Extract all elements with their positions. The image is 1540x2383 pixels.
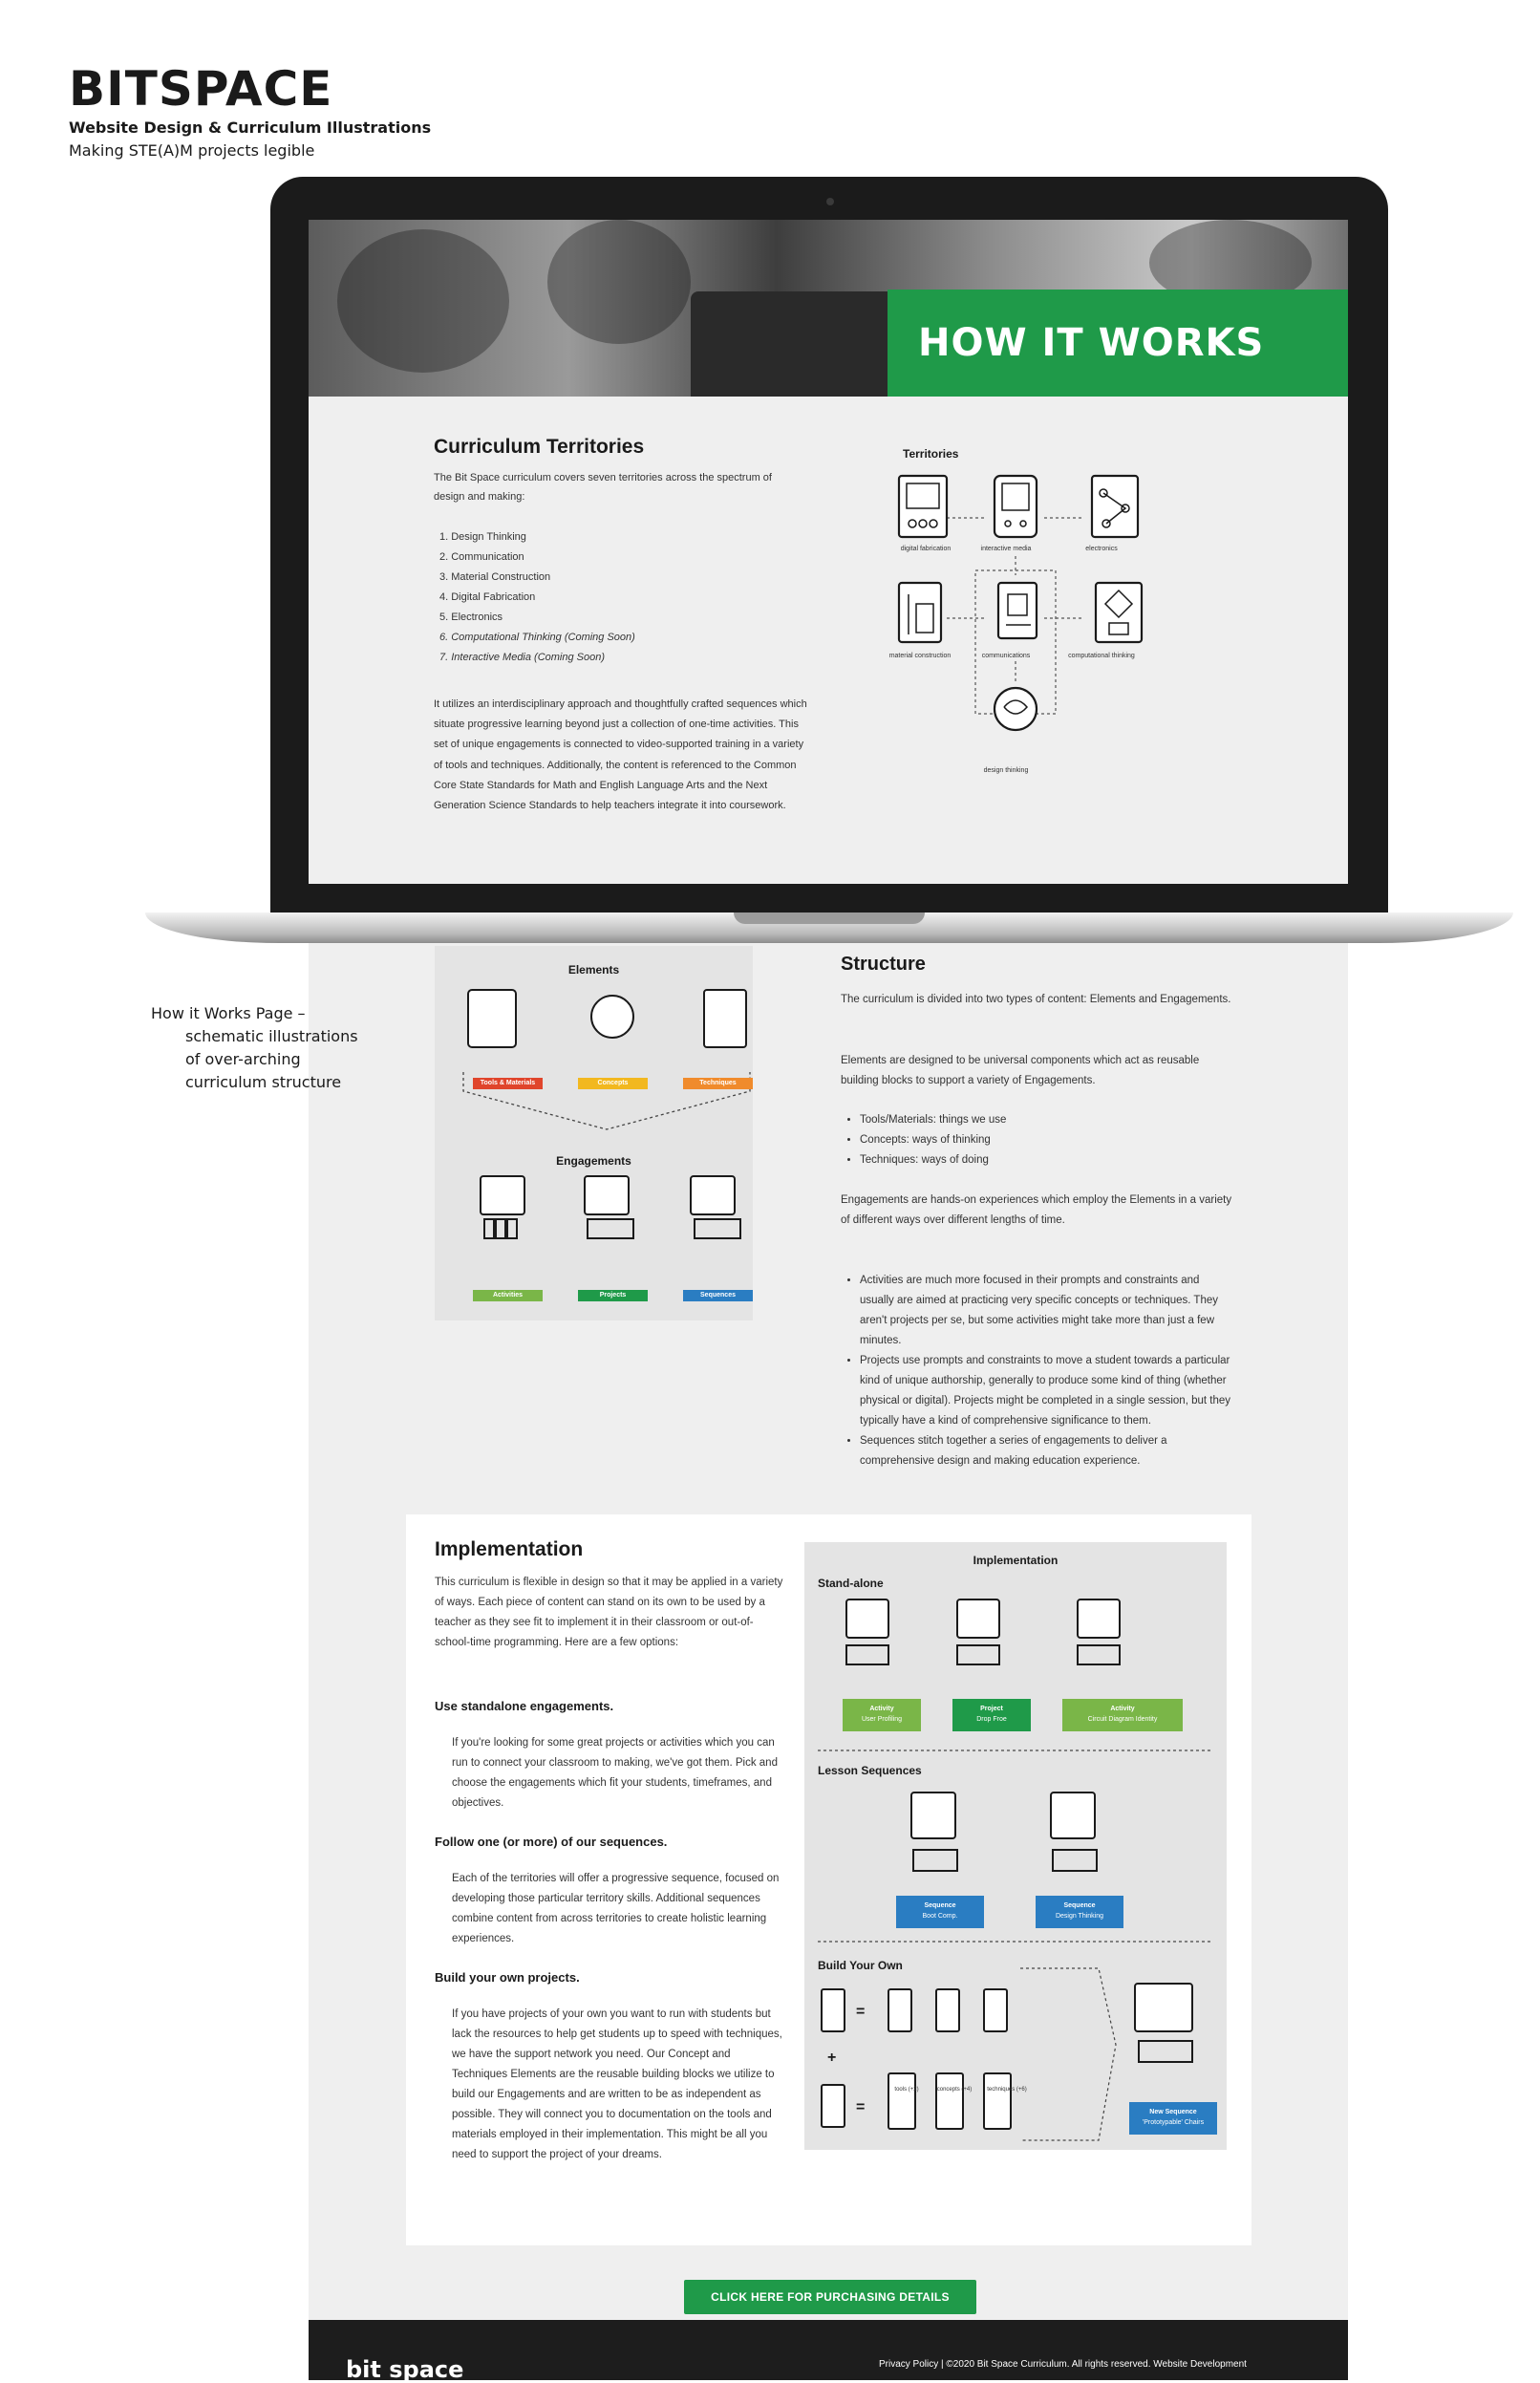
pill-activity-circuit-diagram [1062,1699,1183,1731]
implementation-diagram [804,1542,1227,2150]
territories-diagram-title: Territories [903,447,959,461]
pill-projects: Projects [578,1290,648,1301]
laptop-notch [734,912,925,924]
implementation-diagram-title: Implementation [973,1554,1059,1567]
territory-label: digital fabrication [900,546,952,552]
territory-label: design thinking [983,767,1029,774]
option-3-title: Build your own projects. [435,1970,580,1985]
territory-label: communications [981,653,1031,659]
footer-logo[interactable]: bit space [346,2356,464,2383]
list-item: • Activities are much more focused in their prompts and constraints and usually are aimed at practicing very specific concepts or techniques. They aren't projects per se, but some activities might take more than just a few minutes. [860,1271,1232,1351]
territory-label: computational thinking [1068,653,1135,659]
hero-photo-shape [337,229,509,373]
caption-line: schematic illustrations [185,1027,358,1045]
pill-concepts: Concepts [578,1078,648,1089]
brand-subtitle: Website Design & Curriculum Illustrations [69,118,432,137]
territories-list [434,527,720,668]
list-item: • Projects use prompts and constraints to move a student towards a particular kind of unique authorship, generally to produce some kind of thing (whether physical or digital). Projects might be completed in a single session, but they typically have a kind of comprehensive significance to them. [860,1351,1232,1431]
side-caption [151,1002,358,1094]
structure-p2: Elements are designed to be universal components which act as reusable building blocks to support a variety of Engagements. [841,1055,1200,1086]
svg-text:+: + [827,2050,837,2066]
pill-sequence-design-thinking [1036,1896,1123,1928]
svg-text:=: = [856,2004,866,2020]
pill-subtitle: Circuit Diagram Identity [1087,1716,1158,1723]
list-item: 5. Electronics [439,612,503,623]
implementation-heading: Implementation [435,1538,584,1560]
build-label: techniques (+6) [987,2087,1027,2093]
pill-title: Sequence [924,1902,956,1909]
hero-title: HOW IT WORKS [888,290,1348,397]
list-item: 7. Interactive Media (Coming Soon) [439,652,606,663]
structure-p1: The curriculum is divided into two types of content: Elements and Engagements. [841,994,1231,1005]
list-item: 6. Computational Thinking (Coming Soon) [439,632,635,643]
hero-photo-shape [547,220,691,344]
territories-heading: Curriculum Territories [434,436,645,458]
brand-tagline: Making STE(A)M projects legible [69,141,315,160]
territory-label: interactive media [980,546,1032,552]
list-item: 1. Design Thinking [439,531,526,543]
pill-title: Activity [1110,1706,1135,1712]
svg-text:=: = [856,2099,866,2115]
pill-subtitle: User Profiling [861,1716,902,1723]
pill-subtitle: 'Prototypable' Chairs [1142,2119,1205,2126]
pill-sequences: Sequences [683,1290,753,1301]
elements-list [841,1110,1232,1170]
pill-subtitle: Boot Comp. [922,1913,958,1920]
pill-techniques: Techniques [683,1078,753,1089]
option-2-title: Follow one (or more) of our sequences. [435,1835,668,1849]
territories-intro: The Bit Space curriculum covers seven territories across the spectrum of design and making: [434,472,772,503]
list-item: • Techniques: ways of doing [860,1150,1232,1170]
pill-tools-materials: Tools & Materials [473,1078,543,1089]
option-2-body: Each of the territories will offer a progressive sequence, focused on developing those particular territory skills. Additional sequences combine content from across territories to create holistic learning experiences. [452,1873,780,1944]
caption-line: of over-arching [185,1050,301,1068]
implementation-intro: This curriculum is flexible in design so that it may be applied in a variety of ways. Each piece of content can stand on its own to be used by a teacher as they see fit to implement it in their classroom or out-of-school-time programming. Here are a few options: [435,1577,783,1648]
engagements-list [841,1271,1232,1471]
pill-title: New Sequence [1149,2109,1197,2115]
list-item: 4. Digital Fabrication [439,591,536,603]
build-your-own-title: Build Your Own [818,1959,903,1972]
pill-title: Project [980,1706,1003,1712]
brand-title: BITSPACE [69,61,333,117]
option-1-title: Use standalone engagements. [435,1699,614,1713]
structure-icons [435,980,753,1320]
standalone-title: Stand-alone [818,1577,884,1590]
territory-label: material construction [888,653,952,659]
pill-sequence-boot-comp [896,1896,984,1928]
option-1-body: If you're looking for some great projects or activities which you can run to connect your classroom to making, we've got them. Pick and choose the engagements which fit your students, timeframes, and objectives. [452,1737,778,1809]
list-item: • Concepts: ways of thinking [860,1130,1232,1150]
lesson-sequences-title: Lesson Sequences [818,1764,922,1777]
structure-p3: Engagements are hands-on experiences which employ the Elements in a variety of different ways over different lengths of time. [841,1194,1232,1226]
structure-heading: Structure [841,954,926,975]
laptop-screen [309,220,1348,884]
structure-diagram [435,946,753,1320]
elements-title: Elements [567,963,620,977]
option-3-body: If you have projects of your own you want to run with students but lack the resources to help get students up to speed with techniques, we have the support network you need. Our Concept and Techniques Elements are the reusable building blocks we utilize to build our Engagements and are written to be as independent as possible. They will connect you to documentation on the tools and materials employed in their implementation. This might be all you need to support the project of your dreams. [452,2008,782,2160]
camera-icon [826,198,834,205]
territory-label: electronics [1085,546,1118,552]
caption-line: curriculum structure [185,1073,342,1091]
pill-title: Sequence [1063,1902,1096,1909]
site-footer [309,2320,1348,2380]
build-label: tools (+2) [894,2087,919,2093]
footer-text: Privacy Policy | ©2020 Bit Space Curriculum. All rights reserved. Website Development [879,2359,1247,2370]
list-item: • Sequences stitch together a series of engagements to deliver a comprehensive design and making education experience. [860,1431,1232,1471]
purchasing-details-button[interactable]: CLICK HERE FOR PURCHASING DETAILS [684,2280,976,2314]
territories-body: It utilizes an interdisciplinary approach and thoughtfully crafted sequences which situate progressive learning beyond just a collection of one-time activities. This set of unique engagements is connected to video-supported training in a variety of tools and techniques. Additionally, the content is referenced to the Common Core State Standards for Math and English Language Arts and the Next Generation Science Standards to help teachers integrate it into coursework. [434,698,807,812]
pill-title: Activity [869,1706,894,1712]
territories-diagram [891,470,1187,776]
implementation-icons [804,1596,1227,2150]
build-label: concepts (+4) [936,2087,973,2093]
pill-new-sequence [1129,2102,1217,2135]
caption-line: How it Works Page – [151,1004,306,1022]
pill-activities: Activities [473,1290,543,1301]
hero-laptop-shape [691,291,901,397]
list-item: • Tools/Materials: things we use [860,1110,1232,1130]
list-item: 2. Communication [439,551,524,563]
pill-subtitle: Design Thinking [1055,1913,1104,1920]
engagements-title: Engagements [556,1154,631,1168]
pill-project-drop-froe [952,1699,1031,1731]
pill-activity-user-profiling [843,1699,921,1731]
list-item: 3. Material Construction [439,571,551,583]
pill-subtitle: Drop Froe [976,1716,1007,1723]
